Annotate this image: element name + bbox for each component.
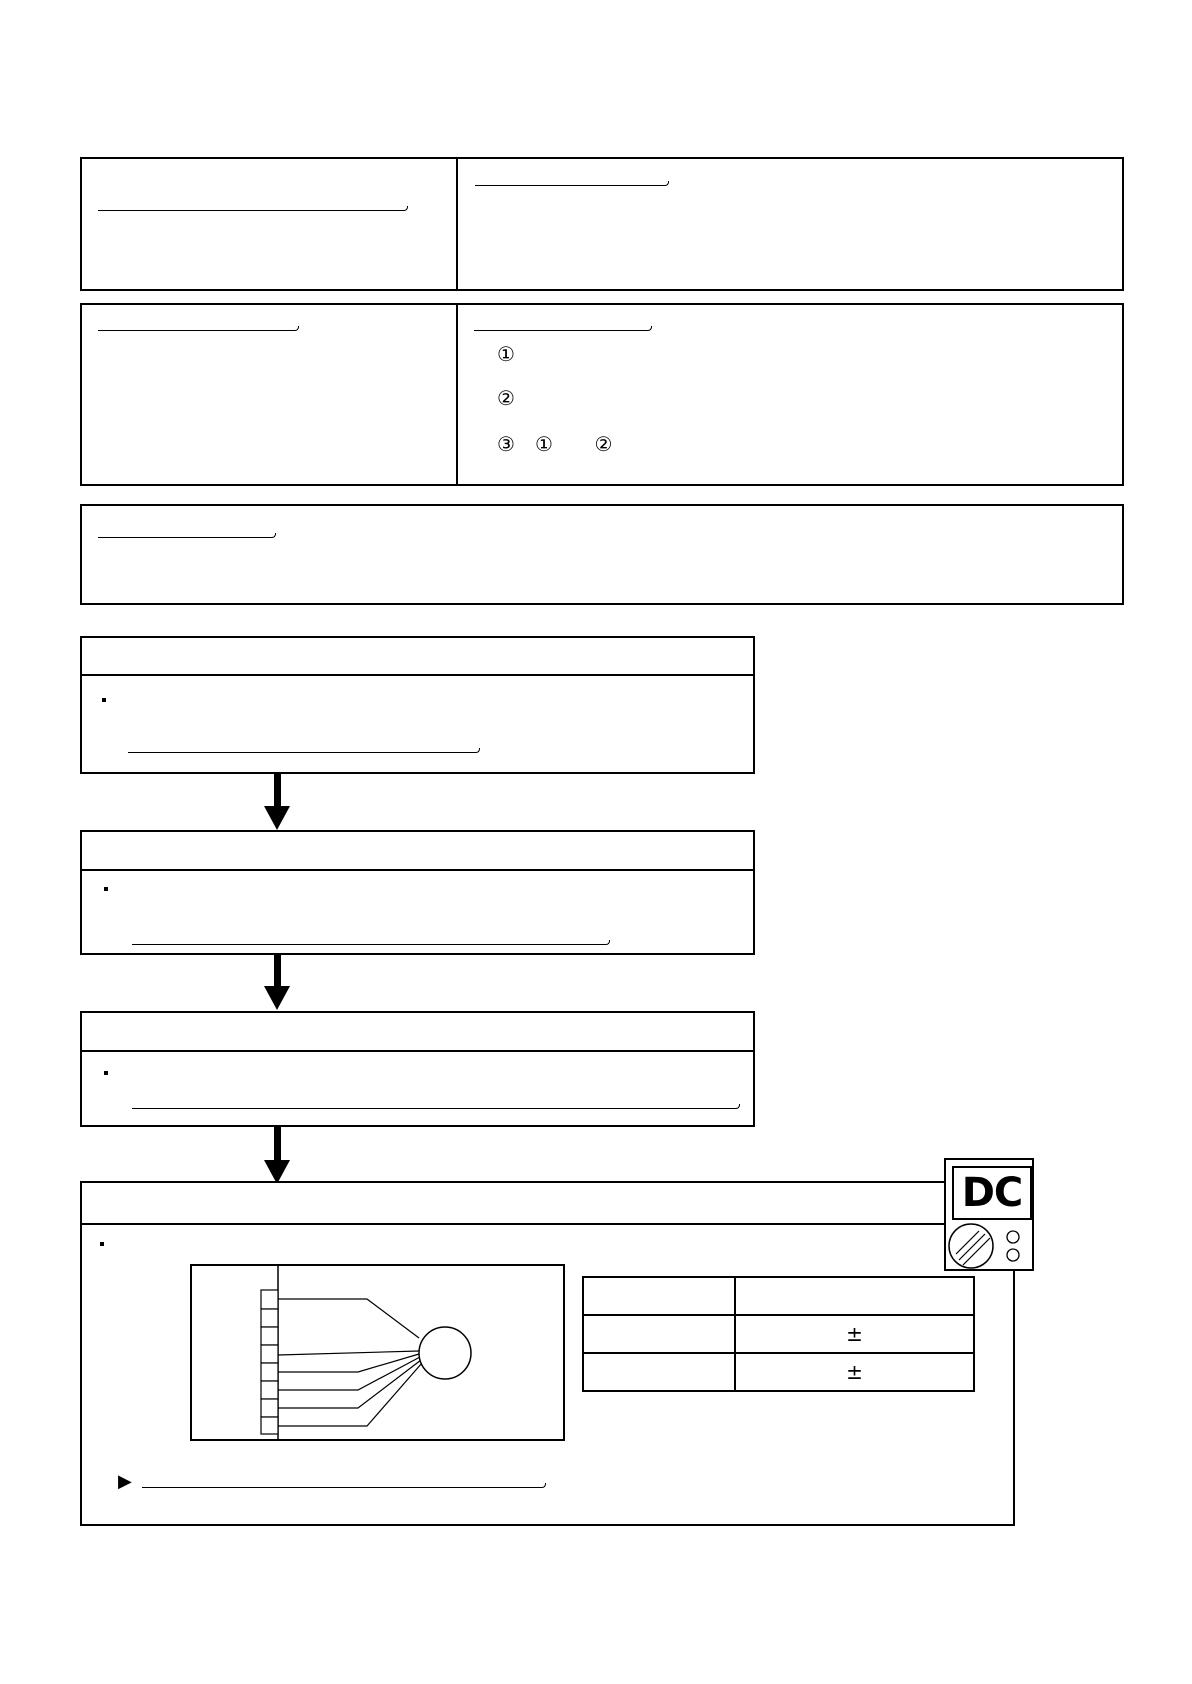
info-divider bbox=[456, 305, 458, 484]
step-header-divider bbox=[82, 1223, 950, 1225]
info-divider bbox=[456, 159, 458, 289]
connector-diagram bbox=[190, 1264, 565, 1441]
connector-pins bbox=[261, 1290, 278, 1434]
field-underline bbox=[132, 940, 610, 945]
step-number-1: ① bbox=[497, 344, 515, 366]
flow-arrow-shaft bbox=[274, 774, 281, 808]
flow-arrow-shaft bbox=[274, 955, 281, 989]
field-underline bbox=[128, 748, 480, 753]
step-reference: ① ② bbox=[535, 434, 613, 456]
flow-arrow-down-icon bbox=[264, 986, 290, 1010]
field-underline bbox=[98, 533, 276, 538]
info-box-middle bbox=[80, 303, 1124, 486]
info-box-bottom bbox=[80, 504, 1124, 605]
bullet bbox=[102, 698, 106, 702]
table-cell bbox=[735, 1277, 974, 1315]
flow-step-1 bbox=[80, 636, 755, 774]
field-underline bbox=[142, 1483, 546, 1488]
flow-arrow-shaft bbox=[274, 1127, 281, 1163]
table-row bbox=[583, 1277, 974, 1315]
info-box-top bbox=[80, 157, 1124, 291]
step-header-divider bbox=[82, 1050, 753, 1052]
flow-step-3 bbox=[80, 1011, 755, 1127]
bullet bbox=[100, 1242, 104, 1246]
bullet bbox=[104, 1071, 108, 1075]
meter-dial-icon bbox=[946, 1220, 1034, 1271]
step-number-3: ③ bbox=[497, 434, 515, 456]
meter-display: DC bbox=[952, 1166, 1032, 1220]
flow-arrow-down-icon bbox=[264, 806, 290, 830]
table-cell bbox=[583, 1353, 735, 1391]
step-number-2: ② bbox=[497, 388, 515, 410]
table-cell bbox=[583, 1277, 735, 1315]
spec-table bbox=[582, 1276, 975, 1392]
table-row bbox=[583, 1353, 974, 1391]
bullet bbox=[104, 887, 108, 891]
step-header-divider bbox=[82, 869, 753, 871]
field-underline bbox=[98, 206, 408, 211]
table-cell: ± bbox=[735, 1353, 974, 1391]
field-underline bbox=[132, 1104, 740, 1109]
flow-step-4 bbox=[80, 1181, 1015, 1526]
table-cell: ± bbox=[735, 1315, 974, 1353]
field-underline bbox=[474, 326, 652, 331]
table-row bbox=[583, 1315, 974, 1353]
triangle-right-icon: ▶ bbox=[118, 1471, 132, 1492]
step-header-divider bbox=[82, 674, 753, 676]
dc-multimeter-icon bbox=[944, 1158, 1034, 1271]
flow-step-2 bbox=[80, 830, 755, 955]
sensor-circle bbox=[419, 1327, 471, 1379]
table-cell bbox=[583, 1315, 735, 1353]
field-underline bbox=[475, 181, 669, 186]
field-underline bbox=[98, 326, 299, 331]
